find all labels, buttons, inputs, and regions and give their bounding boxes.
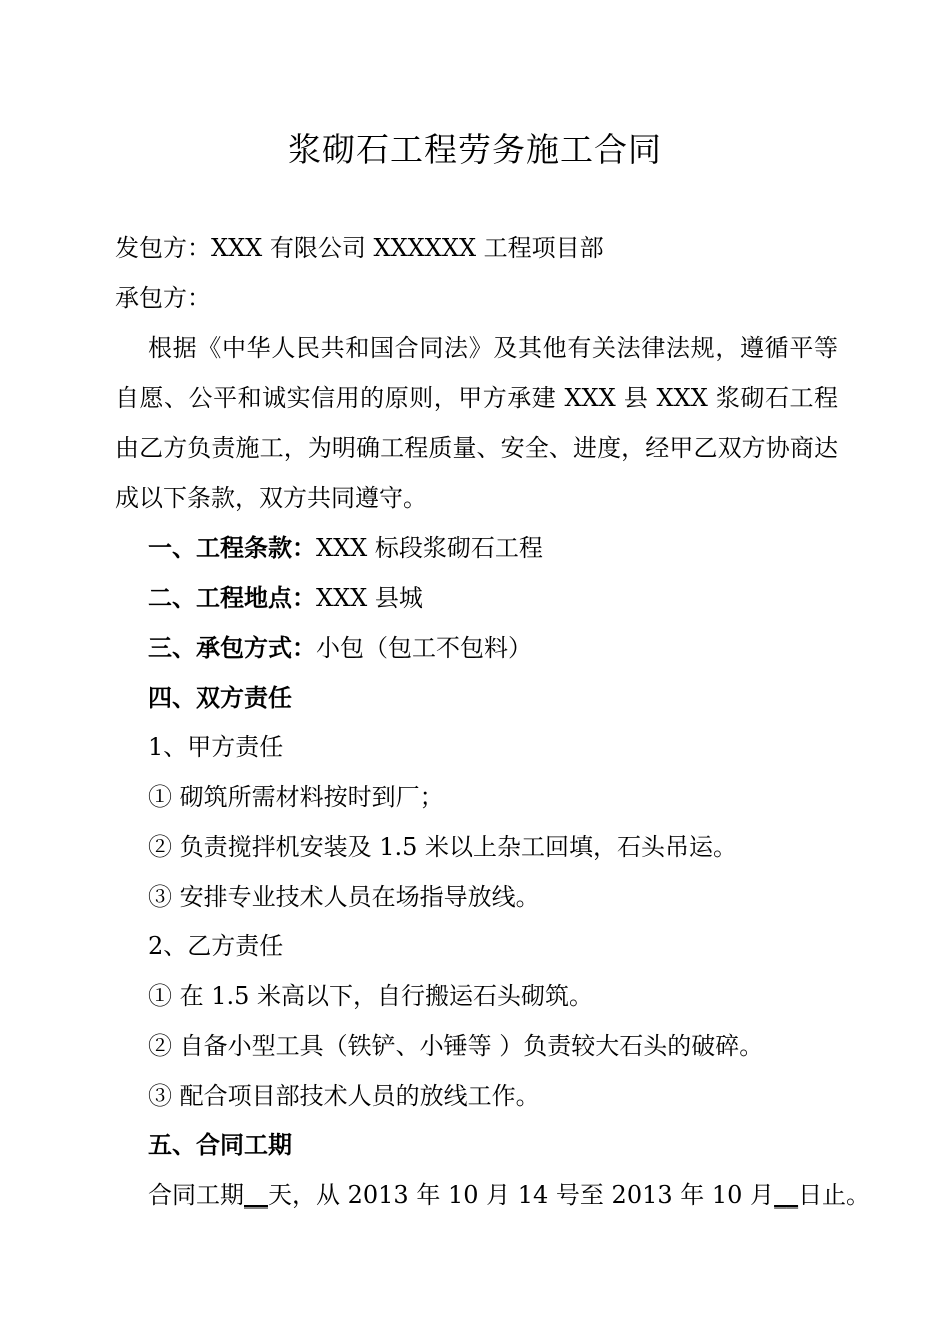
- section-1-value: XXX 标段浆砌石工程: [316, 534, 543, 562]
- party-a-resp-item-1: ① 砌筑所需材料按时到厂；: [148, 783, 444, 811]
- section-3-value: 小包（包工不包料）: [316, 634, 532, 662]
- contract-term-line: [148, 1175, 873, 1215]
- preamble-line-3: 由乙方负责施工，为明确工程质量、安全、进度，经甲乙双方协商达: [115, 434, 838, 462]
- term-prefix: 合同工期: [148, 1181, 244, 1209]
- section-3: [148, 628, 873, 668]
- term-suffix: 日止。: [798, 1181, 871, 1209]
- term-middle: 天，从 2013 年 10 月 14 号至 2013 年 10 月: [268, 1181, 775, 1209]
- section-2-heading: 二、工程地点：: [148, 584, 316, 612]
- section-2-value: XXX 县城: [316, 584, 423, 612]
- party-b-resp-item-3: ③ 配合项目部技术人员的放线工作。: [148, 1082, 540, 1110]
- section-5-heading: 五、合同工期: [148, 1131, 292, 1159]
- preamble-line-2: 自愿、公平和诚实信用的原则，甲方承建 XXX 县 XXX 浆砌石工程: [115, 384, 838, 412]
- party-a-line: 发包方：XXX 有限公司 XXXXXX 工程项目部: [115, 234, 604, 262]
- term-end-day-blank: __: [774, 1181, 799, 1209]
- section-4-heading: 四、双方责任: [148, 684, 292, 712]
- section-2: [148, 578, 873, 618]
- party-a-resp-item-3: ③ 安排专业技术人员在场指导放线。: [148, 883, 540, 911]
- section-1-heading: 一、工程条款：: [148, 534, 316, 562]
- preamble-line-1: 根据《中华人民共和国合同法》及其他有关法律法规，遵循平等: [148, 334, 838, 362]
- party-a-resp-heading: 1、甲方责任: [148, 733, 284, 761]
- party-b-line: 承包方：: [115, 284, 211, 312]
- party-b-resp-heading: 2、乙方责任: [148, 932, 284, 960]
- section-3-heading: 三、承包方式：: [148, 634, 316, 662]
- party-b-resp-item-1: ① 在 1.5 米高以下，自行搬运石头砌筑。: [148, 982, 594, 1010]
- contract-title: 浆砌石工程劳务施工合同: [288, 130, 662, 169]
- term-days-blank: __: [244, 1181, 268, 1209]
- party-a-resp-item-2: ② 负责搅拌机安装及 1.5 米以上杂工回填，石头吊运。: [148, 833, 738, 861]
- party-b-resp-item-2: ② 自备小型工具（铁铲、小锤等 ）负责较大石头的破碎。: [148, 1032, 764, 1060]
- preamble-line-4: 成以下条款，双方共同遵守。: [115, 484, 427, 512]
- section-1: [148, 528, 873, 568]
